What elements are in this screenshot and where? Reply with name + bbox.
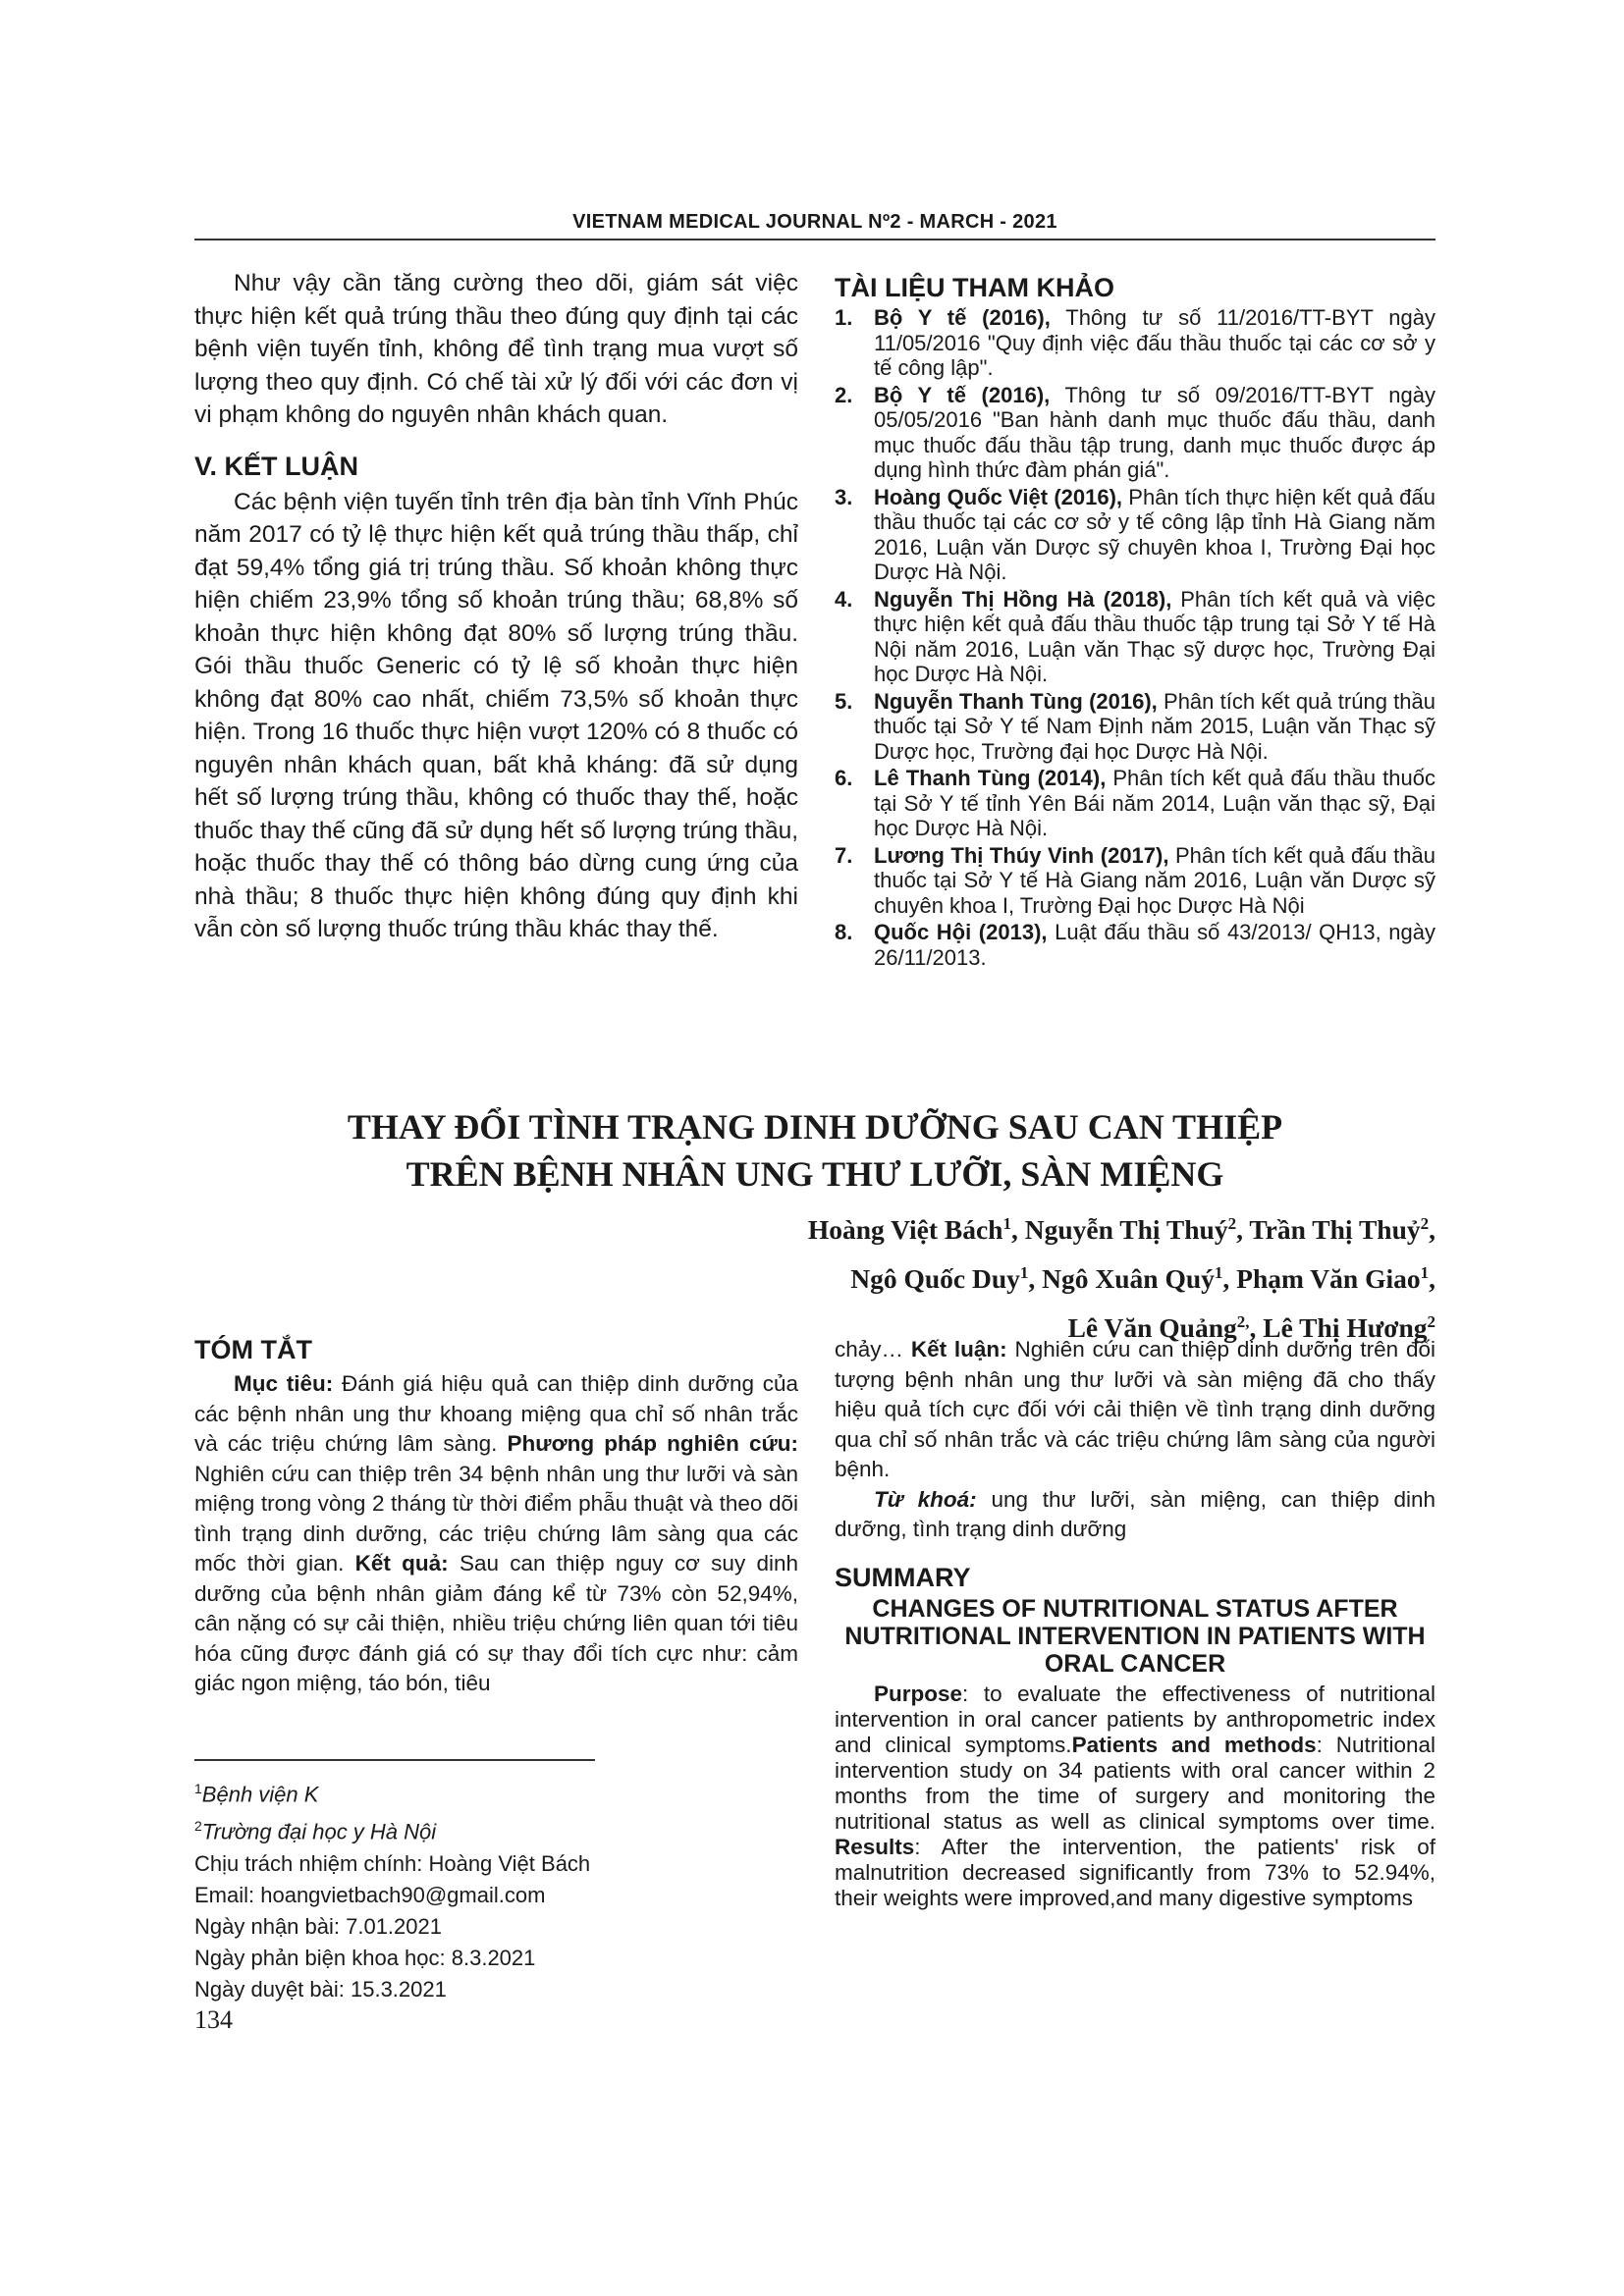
page-number: 134 (194, 2005, 233, 2034)
affiliation-marker: 1 (194, 1781, 202, 1796)
abstract-vi (194, 1335, 798, 1699)
reference-item (835, 843, 1435, 919)
affiliation-name: Bệnh viện K (201, 1782, 319, 1807)
reference-number: 2. (835, 382, 853, 407)
reference-text: Phân tích kết quả trúng thầu thuốc tại Sở Y tế Nam Định năm 2015, Luận văn Thạc sỹ Dược học, Trường đại học Dược Hà Nội. (874, 688, 1435, 764)
author-list (552, 1202, 1435, 1350)
reference-text: Luật đấu thầu số 43/2013/ QH13, ngày 26/11/2013. (874, 920, 1436, 970)
author-separator: , (1222, 1263, 1237, 1295)
reference-text: Phân tích thực hiện kết quả đấu thầu thuốc tại các cơ sở y tế công lập tỉnh Hà Giang năm 2016, Luận văn Dược sỹ chuyên khoa I, Trường Đại học Dược Hà Nội. (874, 484, 1435, 584)
running-header: VIETNAM MEDICAL JOURNAL Nº2 - MARCH - 2021 (572, 211, 1057, 233)
purpose-label: Purpose (874, 1681, 963, 1706)
reference-number: 5. (835, 688, 853, 714)
reference-author: Lương Thị Thúy Vinh (2017), (874, 842, 1169, 868)
affiliation-name: Trường đại học y Hà Nội (201, 1819, 437, 1844)
author-name: Nguyễn Thị Thuý (1024, 1214, 1228, 1246)
reference-author: Hoàng Quốc Việt (2016), (874, 484, 1123, 509)
abstract-continued (835, 1335, 1435, 1911)
results-text: Sau can thiệp nguy cơ suy dinh dưỡng của bệnh nhân giảm đáng kể từ 73% còn 52,94%, cân nặng có sự cải thiện, nhiều triệu chứng liên quan tới tiêu hóa cũng được đánh giá có sự thay đổi tích cực như: cảm giác ngon miệng, táo bón, tiêu (194, 1551, 798, 1695)
author-separator: , (1429, 1214, 1435, 1246)
author-name: Phạm Văn Giao (1236, 1263, 1421, 1295)
purpose-text: : to evaluate the effectiveness of nutritional intervention in oral cancer patients by anthropometric index and clinical symptoms. (835, 1681, 1435, 1757)
affiliation-marker: 2 (1420, 1214, 1430, 1233)
objective-text: Đánh giá hiệu quả can thiệp dinh dưỡng của các bệnh nhân ung thư khoang miệng qua chỉ số nhân trắc và các triệu chứng lâm sàng. (194, 1371, 798, 1456)
reference-text: Phân tích kết quả đấu thầu thuốc tại Sở Y tế tỉnh Yên Bái năm 2014, Luận văn thạc sỹ, Đại học Dược Hà Nội. (874, 766, 1435, 840)
reference-item (835, 305, 1435, 381)
affiliation-marker: 1 (1019, 1263, 1029, 1283)
results-continuation: chảy… (835, 1337, 904, 1362)
article-title-line: TRÊN BỆNH NHÂN UNG THƯ LƯỠI, SÀN MIỆNG (406, 1154, 1224, 1194)
summary-results-text: : After the intervention, the patients' risk of malnutrition decreased significantly from 73% to 52.94%, their weights were improved,and many digestive symptoms (835, 1834, 1435, 1910)
keywords-text: ung thư lưỡi, sàn miệng, can thiệp dinh dưỡng, tình trạng dinh dưỡng (835, 1486, 1435, 1541)
author-name: Ngô Xuân Quý (1042, 1263, 1215, 1295)
conclusion-text: Nghiên cứu can thiệp dinh dưỡng trên đối tượng bệnh nhân ung thư lưỡi và sàn miệng đã cho thấy hiệu quả tích cực đối với cải thiện về tình trạng dinh dưỡng qua chỉ số nhân trắc và các triệu chứng lâm sàng của người bệnh. (835, 1337, 1435, 1481)
author-separator: , (1010, 1214, 1025, 1246)
affiliation-marker: 1 (1420, 1263, 1430, 1283)
date-reviewed: Ngày phản biện khoa học: 8.3.2021 (194, 1945, 536, 1970)
reference-item (835, 766, 1435, 841)
objective-label: Mục tiêu: (234, 1371, 334, 1396)
keywords-label: Từ khoá: (874, 1486, 977, 1512)
reference-item (835, 587, 1435, 687)
date-received: Ngày nhận bài: 7.01.2021 (194, 1913, 442, 1939)
references-list (835, 305, 1435, 970)
patients-text: : Nutritional intervention study on 34 patients with oral cancer within 2 months from the time of surgery and monitoring the nutritional status as well as clinical symptoms over time. (835, 1732, 1435, 1834)
affiliation-2 (194, 1810, 798, 1847)
reference-text: Phân tích kết quả và việc thực hiện kết quả đấu thầu thuốc tập trung tại Sở Y tế Hà Nội năm 2016, Luận văn Thạc sỹ dược học, Trường Đại học Dược Hà Nội. (874, 586, 1435, 686)
affiliation-marker: 2 (1427, 1312, 1435, 1332)
reference-text: Phân tích kết quả đấu thầu thuốc tại Sở Y tế Hà Giang năm 2016, Luận văn Dược sỹ chuyên khoa I, Trường Đại học Dược Hà Nội (874, 842, 1435, 918)
affiliation-marker: 2 (1227, 1214, 1237, 1233)
author-separator: , (1429, 1263, 1435, 1295)
abstract-heading: TÓM TẮT (194, 1335, 312, 1364)
reference-item (835, 485, 1435, 585)
author-separator: , (1236, 1214, 1250, 1246)
affiliation-1 (194, 1773, 798, 1810)
author-name: Hoàng Việt Bách (807, 1214, 1003, 1246)
date-accepted: Ngày duyệt bài: 15.3.2021 (194, 1976, 447, 2002)
author-name: Lê Văn Quảng (1067, 1312, 1237, 1344)
reference-number: 4. (835, 586, 853, 612)
reference-item (835, 920, 1435, 970)
author-name: Ngô Quốc Duy (850, 1263, 1020, 1295)
author-name: Lê Thị Hương (1263, 1312, 1428, 1344)
footnote-rule (194, 1759, 595, 1761)
author-name: Trần Thị Thuỷ (1249, 1214, 1421, 1246)
abstract-continuation (835, 1335, 1435, 1485)
summary-title: CHANGES OF NUTRITIONAL STATUS AFTER NUTRITIONAL INTERVENTION IN PATIENTS WITH ORAL CANCER (844, 1594, 1426, 1678)
reference-text: Thông tư số 11/2016/TT-BYT ngày 11/05/2016 "Quy định việc đấu thầu thuốc tại các cơ sở y tế công lập". (874, 305, 1435, 380)
author-line (552, 1252, 1435, 1301)
reference-author: Bộ Y tế (2016), (874, 305, 1051, 330)
results-label: Kết quả: (354, 1551, 449, 1575)
article-title (194, 1103, 1435, 1198)
conclusion-label: Kết luận: (910, 1337, 1007, 1362)
abstract-body (194, 1369, 798, 1699)
references-heading: TÀI LIỆU THAM KHẢO (835, 273, 1114, 302)
methods-text: Nghiên cứu can thiệp trên 34 bệnh nhân ung thư lưỡi và sàn miệng trong vòng 2 tháng từ thời điểm phẫu thuật và theo dõi tình trạng dinh dưỡng, các triệu chứng lâm sàng qua các mốc thời gian. (194, 1461, 798, 1575)
author-line (552, 1202, 1435, 1252)
affiliation-marker: 2, (1236, 1312, 1250, 1332)
footnotes (194, 1773, 798, 2005)
affiliation-marker: 2 (194, 1818, 202, 1835)
reference-number: 1. (835, 305, 853, 330)
summary-results-label: Results (835, 1834, 915, 1859)
intro-paragraph: Như vậy cần tăng cường theo dõi, giám sát việc thực hiện kết quả trúng thầu theo đúng quy định tại các bệnh viện tuyến tỉnh, không để tình trạng mua vượt số lượng theo quy định. Có chế tài xử lý đối với các đơn vị vi phạm không do nguyên nhân khách quan. (194, 270, 798, 428)
methods-label: Phương pháp nghiên cứu: (507, 1431, 798, 1456)
patients-label: Patients and methods (1071, 1732, 1317, 1757)
reference-author: Quốc Hội (2013), (874, 920, 1048, 944)
reference-number: 3. (835, 484, 853, 509)
keywords (835, 1485, 1435, 1545)
article-title-line: THAY ĐỔI TÌNH TRẠNG DINH DƯỠNG SAU CAN THIỆP (347, 1107, 1283, 1147)
references-section (835, 273, 1435, 972)
reference-author: Lê Thanh Tùng (2014), (874, 766, 1107, 790)
header-rule (194, 239, 1435, 240)
conclusion-paragraph: Các bệnh viện tuyến tỉnh trên địa bàn tỉnh Vĩnh Phúc năm 2017 có tỷ lệ thực hiện kết quả trúng thầu thấp, chỉ đạt 59,4% tổng giá trị trúng thầu. Số khoản không thực hiện chiếm 23,9% tổng số khoản trúng thầu; 68,8% số khoản thực hiện không đạt 80% số lượng trúng thầu. Gói thầu thuốc Generic có tỷ lệ số khoản thực hiện không đạt 80% cao nhất, chiếm 73,5% số khoản thực hiện. Trong 16 thuốc thực hiện vượt 120% có 8 thuốc có nguyên nhân khách quan, bất khả kháng: đã sử dụng hết số lượng trúng thầu, không có thuốc thay thế, hoặc thuốc thay thế cũng đã sử dụng hết số lượng trúng thầu, hoặc thuốc thay thế có thông báo dừng cung ứng của nhà thầu; 8 thuốc thực hiện không đúng quy định khi vẫn còn số lượng thuốc trúng thầu khác thay thế. (194, 488, 798, 942)
responsible-author: Chịu trách nhiệm chính: Hoàng Việt Bách (194, 1850, 591, 1876)
reference-author: Nguyễn Thanh Tùng (2016), (874, 688, 1158, 714)
reference-number: 6. (835, 766, 853, 790)
reference-item (835, 383, 1435, 483)
summary-body (835, 1682, 1435, 1911)
author-separator: , (1028, 1263, 1043, 1295)
reference-author: Bộ Y tế (2016), (874, 382, 1051, 407)
reference-author: Nguyễn Thị Hồng Hà (2018), (874, 586, 1172, 612)
affiliation-marker: 1 (1214, 1263, 1223, 1283)
conclusion-heading: V. KẾT LUẬN (194, 451, 359, 481)
author-email: Email: hoangvietbach90@gmail.com (194, 1882, 546, 1907)
reference-number: 8. (835, 920, 853, 944)
summary-heading: SUMMARY (835, 1562, 971, 1592)
affiliation-marker: 1 (1002, 1214, 1011, 1233)
reference-number: 7. (835, 842, 853, 868)
reference-text: Thông tư số 09/2016/TT-BYT ngày 05/05/2016 "Ban hành danh mục thuốc đấu thầu, danh mục thuốc đấu thầu tập trung, danh mục thuốc được áp dụng hình thức đàm phán giá". (874, 382, 1436, 482)
author-separator: , (1249, 1312, 1264, 1344)
reference-item (835, 689, 1435, 765)
left-column (194, 267, 798, 946)
